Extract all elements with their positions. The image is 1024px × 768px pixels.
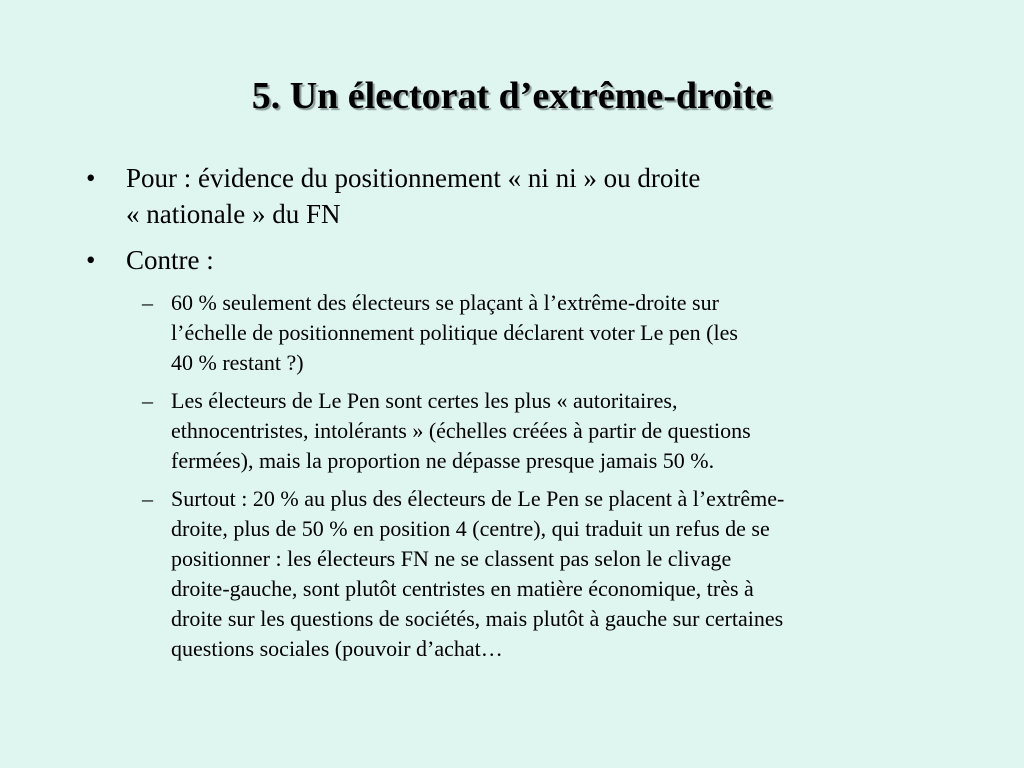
subitem-text-line: droite sur les questions de sociétés, mais plutôt à gauche sur certaines — [171, 606, 784, 631]
subitem-text-line: questions sociales (pouvoir d’achat… — [171, 636, 503, 661]
subitem-text-line: Surtout : 20 % au plus des électeurs de Le Pen se placent à l’extrême- — [171, 486, 785, 511]
subitem-text-line: 60 % seulement des électeurs se plaçant à l’extrême-droite sur — [171, 290, 719, 315]
contre-sublist — [136, 288, 946, 664]
subitem-text-line: 40 % restant ?) — [171, 350, 304, 375]
subitem-text-line: ethnocentristes, intolérants » (échelles créées à partir de questions — [171, 418, 751, 443]
slide-content — [86, 160, 946, 672]
subitem-text-line: positionner : les électeurs FN ne se classent pas selon le clivage — [171, 546, 732, 571]
subitem-text-line: droite-gauche, sont plutôt centristes en matière économique, très à — [171, 576, 754, 601]
bullet-marker: • — [86, 245, 96, 275]
slide-title: 5. Un électorat d’extrême-droite — [251, 75, 773, 117]
bullet-contre — [86, 242, 946, 278]
dash-marker: – — [142, 388, 153, 413]
bullet-text-line: Pour : évidence du positionnement « ni ni » ou droite — [126, 163, 701, 193]
bullet-marker: • — [86, 163, 96, 193]
dash-marker: – — [142, 290, 153, 315]
subitem-surtout — [136, 484, 946, 664]
bullet-text-line: « nationale » du FN — [126, 199, 341, 229]
subitem-text-line: l’échelle de positionnement politique déclarent voter Le pen (les — [171, 320, 738, 345]
subitem-text-line: Les électeurs de Le Pen sont certes les plus « autoritaires, — [171, 388, 678, 413]
bullet-pour — [86, 160, 946, 232]
bullet-text-line: Contre : — [126, 245, 214, 275]
dash-marker: – — [142, 486, 153, 511]
subitem-60-percent — [136, 288, 946, 378]
subitem-text-line: droite, plus de 50 % en position 4 (centre), qui traduit un refus de se — [171, 516, 770, 541]
subitem-autoritaires — [136, 386, 946, 476]
subitem-text-line: fermées), mais la proportion ne dépasse presque jamais 50 %. — [171, 448, 715, 473]
